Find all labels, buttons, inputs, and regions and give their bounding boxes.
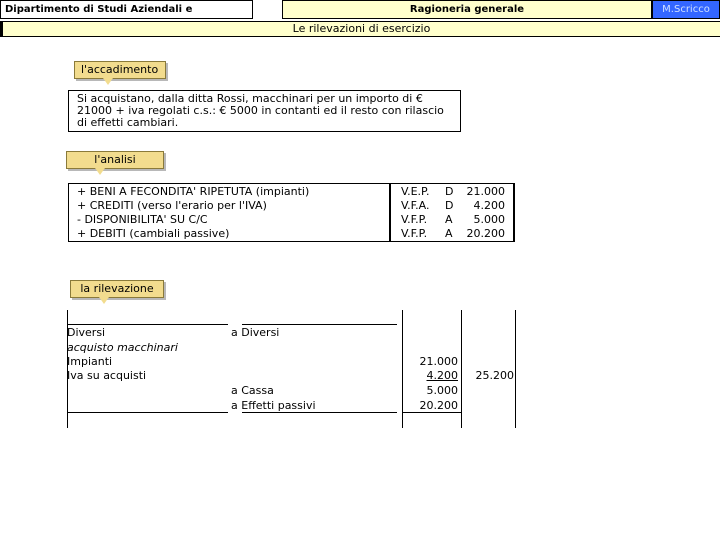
analysis-row bbox=[69, 185, 514, 199]
callout-pointer-icon bbox=[99, 297, 109, 304]
analysis-code: V.E.P. bbox=[401, 185, 430, 198]
journal-credit-head: a Diversi bbox=[231, 326, 280, 339]
analisi-callout bbox=[66, 151, 164, 169]
analysis-row bbox=[69, 227, 514, 241]
accadimento-label: l'accadimento bbox=[81, 63, 159, 76]
page-subtitle: Le rilevazioni di esercizio bbox=[0, 21, 720, 37]
journal-credit-account: a Cassa bbox=[231, 384, 274, 397]
department-title: Dipartimento di Studi Aziendali e bbox=[0, 0, 253, 19]
callout-pointer-icon bbox=[103, 78, 113, 85]
journal-note: acquisto macchinari bbox=[67, 341, 178, 354]
rilevazione-label: la rilevazione bbox=[80, 282, 154, 295]
analysis-desc: + BENI A FECONDITA' RIPETUTA (impianti) bbox=[77, 185, 310, 198]
analysis-desc: + DEBITI (cambiali passive) bbox=[77, 227, 230, 240]
journal-rule bbox=[515, 310, 516, 428]
analysis-side: D bbox=[445, 185, 454, 198]
analysis-amount: 20.200 bbox=[466, 227, 505, 240]
journal-debit-account: Impianti bbox=[67, 355, 113, 368]
journal-total: 25.200 bbox=[475, 369, 514, 382]
journal-rule bbox=[402, 310, 403, 428]
analysis-code: V.F.A. bbox=[401, 199, 430, 212]
journal-amount: 5.000 bbox=[426, 384, 458, 397]
event-description: Si acquistano, dalla ditta Rossi, macchinari per un importo di € 21000 + iva regolati c.s.: € 5000 in contanti ed il resto con rilascio di effetti cambiari. bbox=[68, 90, 461, 132]
analysis-code: V.F.P. bbox=[401, 227, 428, 240]
analysis-row bbox=[69, 213, 514, 227]
accadimento-callout bbox=[74, 61, 166, 79]
journal-entry bbox=[66, 310, 517, 428]
analysis-amount: 21.000 bbox=[466, 185, 505, 198]
analysis-desc: - DISPONIBILITA' SU C/C bbox=[77, 213, 208, 226]
journal-rule bbox=[242, 324, 397, 325]
journal-debit-account: Iva su acquisti bbox=[67, 369, 147, 382]
course-title: Ragioneria generale bbox=[282, 0, 652, 19]
journal-amount: 21.000 bbox=[419, 355, 458, 368]
analysis-amount: 5.000 bbox=[473, 213, 505, 226]
journal-rule bbox=[67, 324, 228, 325]
analysis-desc: + CREDITI (verso l'erario per l'IVA) bbox=[77, 199, 267, 212]
author-badge: M.Scricco bbox=[652, 0, 720, 19]
journal-rule bbox=[461, 310, 462, 428]
analysis-side: D bbox=[445, 199, 454, 212]
analysis-table bbox=[68, 183, 515, 242]
journal-credit-account: a Effetti passivi bbox=[231, 399, 316, 412]
analysis-side: A bbox=[445, 227, 453, 240]
journal-amount: 20.200 bbox=[419, 399, 458, 412]
callout-pointer-icon bbox=[95, 168, 105, 175]
analysis-row bbox=[69, 199, 514, 213]
analysis-code: V.F.P. bbox=[401, 213, 428, 226]
analysis-amount: 4.200 bbox=[473, 199, 505, 212]
analisi-label: l'analisi bbox=[94, 153, 136, 166]
journal-debit-head: Diversi bbox=[67, 326, 106, 339]
journal-rule bbox=[67, 412, 228, 413]
rilevazione-callout bbox=[70, 280, 164, 298]
analysis-side: A bbox=[445, 213, 453, 226]
journal-amount: 4.200 bbox=[426, 369, 458, 382]
